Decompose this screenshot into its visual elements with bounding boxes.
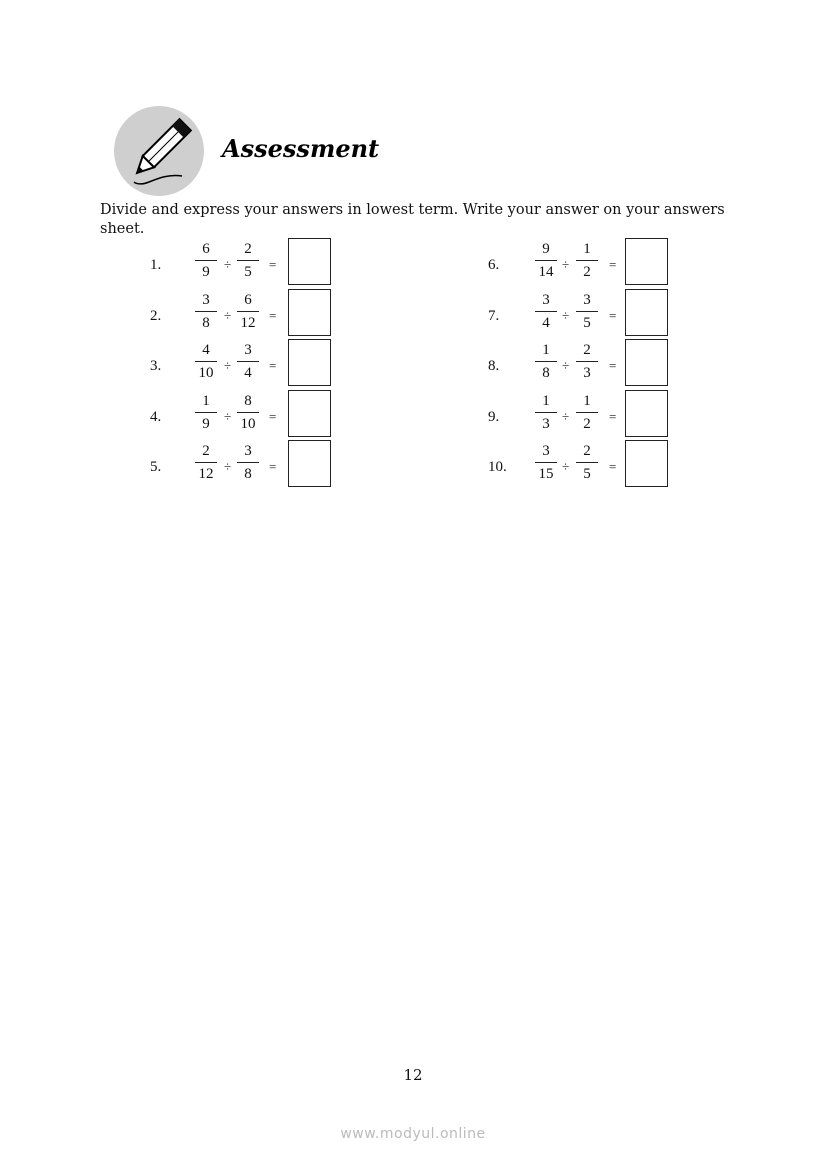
fraction-b [574,443,600,483]
divide-sign: ÷ [562,257,570,272]
page-number: 12 [403,1066,423,1084]
numerator: 3 [202,292,210,308]
problem-number: 8. [488,358,500,374]
denominator: 2 [583,264,591,280]
numerator: 9 [542,241,550,257]
fraction-bar [195,361,217,362]
answer-box[interactable] [625,390,668,437]
fraction-b [574,342,600,382]
divide-sign: ÷ [224,459,232,474]
denominator: 3 [583,365,591,381]
equals-sign: = [609,409,617,424]
equals-sign: = [269,409,277,424]
problem-number: 5. [150,459,162,475]
answer-box[interactable] [625,339,668,386]
fraction-bar [237,462,259,463]
divide-sign: ÷ [562,358,570,373]
denominator: 14 [538,264,554,280]
answer-box[interactable] [288,440,331,487]
fraction-bar [237,361,259,362]
problem-4 [150,393,350,441]
denominator: 2 [583,416,591,432]
denominator: 5 [583,466,591,482]
answer-box[interactable] [625,440,668,487]
denominator: 10 [240,416,256,432]
denominator: 5 [583,315,591,331]
fraction-b [235,342,261,382]
divide-sign: ÷ [562,409,570,424]
problem-3 [150,342,350,390]
divide-sign: ÷ [562,308,570,323]
fraction-a [193,342,219,382]
denominator: 3 [542,416,550,432]
fraction-bar [535,412,557,413]
fraction-a [533,393,559,433]
problem-number: 9. [488,409,500,425]
problem-number: 10. [488,459,507,475]
answer-box[interactable] [288,339,331,386]
denominator: 8 [244,466,252,482]
problem-number: 4. [150,409,162,425]
numerator: 2 [202,443,210,459]
numerator: 2 [244,241,252,257]
denominator: 12 [240,315,256,331]
fraction-bar [237,260,259,261]
equals-sign: = [609,459,617,474]
numerator: 2 [583,342,591,358]
denominator: 5 [244,264,252,280]
problem-6 [488,241,688,289]
fraction-b [235,443,261,483]
denominator: 8 [202,315,210,331]
fraction-bar [535,311,557,312]
instructions: Divide and express your answers in lowest term. Write your answer on your answers sheet. [100,202,725,237]
fraction-bar [195,462,217,463]
equals-sign: = [609,257,617,272]
fraction-bar [576,260,598,261]
numerator: 4 [202,342,210,358]
fraction-a [533,241,559,281]
numerator: 3 [542,443,550,459]
fraction-a [193,241,219,281]
problem-number: 2. [150,308,162,324]
divide-sign: ÷ [224,308,232,323]
equals-sign: = [609,308,617,323]
equals-sign: = [269,308,277,323]
problem-1 [150,241,350,289]
fraction-a [533,342,559,382]
fraction-b [574,241,600,281]
fraction-b [235,241,261,281]
divide-sign: ÷ [562,459,570,474]
problem-number: 7. [488,308,500,324]
numerator: 3 [583,292,591,308]
fraction-bar [535,260,557,261]
numerator: 8 [244,393,252,409]
fraction-bar [195,311,217,312]
denominator: 4 [244,365,252,381]
problem-5 [150,443,350,491]
fraction-bar [535,361,557,362]
fraction-b [235,292,261,332]
fraction-bar [237,412,259,413]
numerator: 2 [583,443,591,459]
equals-sign: = [269,459,277,474]
problem-10 [488,443,688,491]
problem-7 [488,292,688,340]
pencil-icon [114,106,204,196]
divide-sign: ÷ [224,409,232,424]
answer-box[interactable] [288,289,331,336]
denominator: 9 [202,416,210,432]
answer-box[interactable] [625,238,668,285]
denominator: 8 [542,365,550,381]
divide-sign: ÷ [224,358,232,373]
divide-sign: ÷ [224,257,232,272]
watermark: www.modyul.online [340,1126,486,1142]
fraction-b [574,292,600,332]
fraction-a [533,292,559,332]
denominator: 9 [202,264,210,280]
problem-9 [488,393,688,441]
fraction-bar [237,311,259,312]
fraction-a [193,393,219,433]
fraction-a [533,443,559,483]
numerator: 1 [542,342,550,358]
numerator: 3 [542,292,550,308]
denominator: 4 [542,315,550,331]
fraction-bar [195,412,217,413]
problem-8 [488,342,688,390]
fraction-bar [576,311,598,312]
denominator: 15 [538,466,554,482]
problem-2 [150,292,350,340]
numerator: 6 [202,241,210,257]
page-title: Assessment [222,134,380,163]
answer-box[interactable] [288,390,331,437]
answer-box[interactable] [625,289,668,336]
equals-sign: = [269,358,277,373]
denominator: 12 [198,466,214,482]
numerator: 1 [202,393,210,409]
fraction-bar [576,412,598,413]
problem-number: 6. [488,257,500,273]
numerator: 3 [244,342,252,358]
equals-sign: = [269,257,277,272]
numerator: 1 [583,393,591,409]
numerator: 3 [244,443,252,459]
fraction-a [193,443,219,483]
fraction-bar [576,462,598,463]
fraction-a [193,292,219,332]
denominator: 10 [198,365,214,381]
fraction-bar [535,462,557,463]
problem-number: 3. [150,358,162,374]
problem-number: 1. [150,257,162,273]
fraction-bar [576,361,598,362]
answer-box[interactable] [288,238,331,285]
fraction-b [574,393,600,433]
numerator: 1 [542,393,550,409]
equals-sign: = [609,358,617,373]
fraction-b [235,393,261,433]
fraction-bar [195,260,217,261]
numerator: 1 [583,241,591,257]
numerator: 6 [244,292,252,308]
